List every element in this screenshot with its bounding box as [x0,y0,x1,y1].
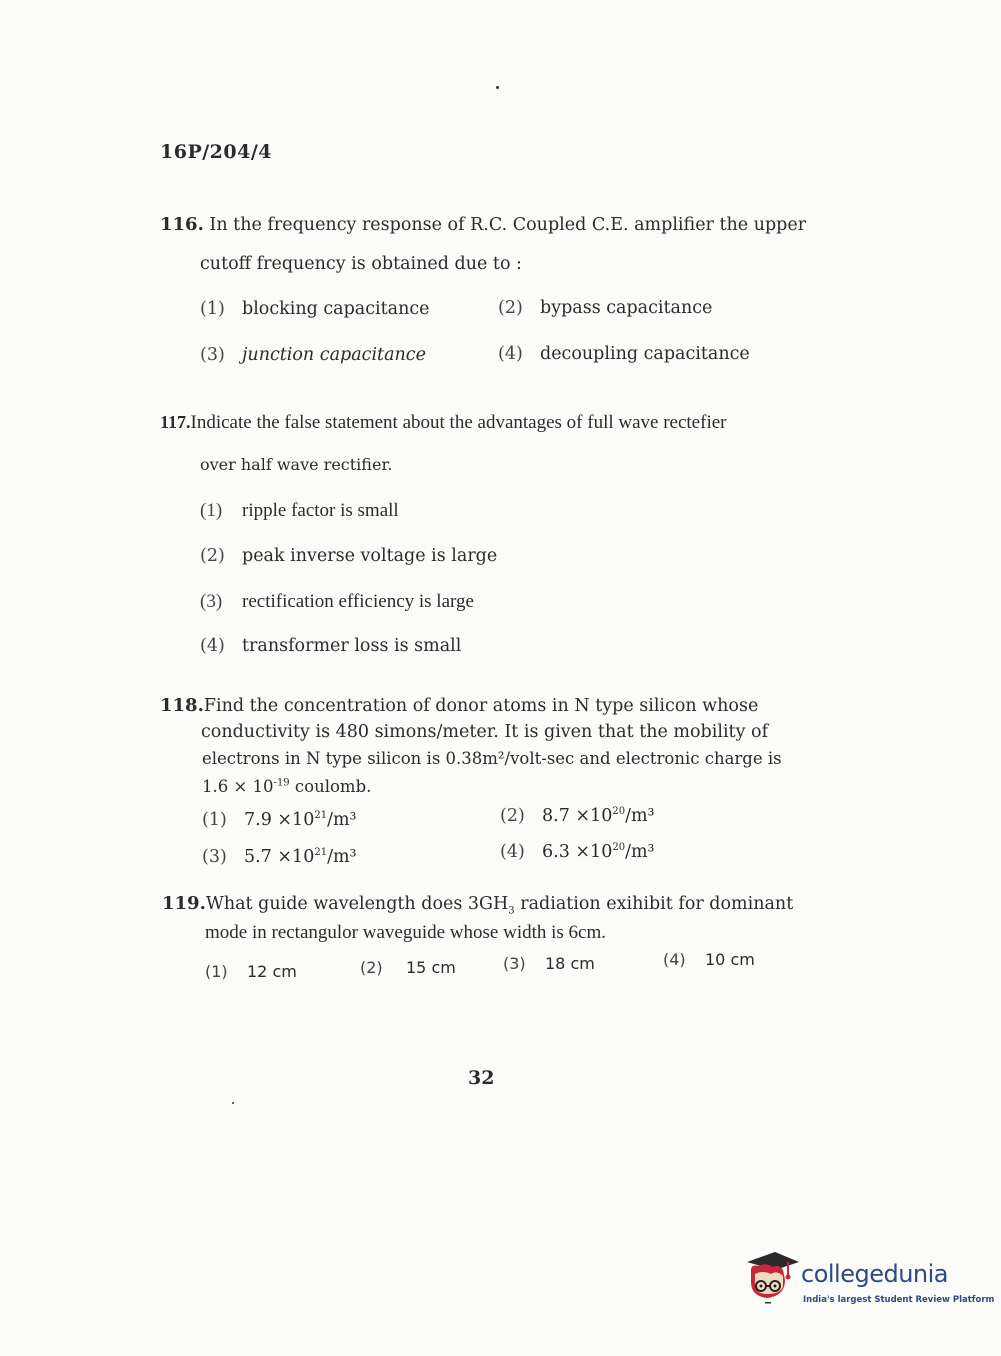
question-line: cutoff frequency is obtained due to : [200,254,522,274]
question-line: electrons in N type silicon is 0.38m²/volt-sec and electronic charge is [202,749,782,768]
scan-speck [232,1102,234,1104]
question-line: over half wave rectifier. [200,455,393,474]
option-unit: /m³ [327,847,357,867]
option-4[interactable] [500,842,655,862]
option-2[interactable] [360,958,456,977]
question-line: conductivity is 480 simons/meter. It is given that the mobility of [201,722,769,742]
charge-value: 1.6 × 10 [202,777,274,796]
question-text: radiation exihibit for dominant [514,894,794,914]
option-number: (2) [498,298,523,318]
question-text: Indicate the false statement about the advantages of full wave rectefier [190,412,727,433]
option-2[interactable] [498,298,712,318]
option-text: ripple factor is small [242,500,399,521]
option-unit: /m³ [327,810,357,830]
option-text: transformer loss is small [242,636,462,656]
option-number: (1) [200,500,223,521]
question-number: 119. [162,893,206,914]
option-text: decoupling capacitance [540,344,750,364]
option-4[interactable] [200,636,461,656]
option-number: (2) [500,806,525,826]
option-number: (3) [202,847,227,867]
question-text: In the frequency response of R.C. Coupled C.E. amplifier the upper [209,215,807,235]
question-number: 117. [160,412,191,432]
option-exponent: 20 [612,806,626,818]
option-text: rectification efficiency is large [242,591,474,612]
option-1[interactable] [202,810,357,830]
option-unit: /m³ [625,842,655,862]
option-number: (1) [200,299,225,319]
option-number: (2) [360,958,383,977]
option-text: 7.9 ×10 [244,810,315,830]
option-number: (4) [200,636,225,656]
option-number: (3) [200,591,223,612]
option-text: blocking capacitance [242,299,430,319]
mascot-icon [745,1250,801,1316]
question-text: Find the concentration of donor atoms in N type silicon whose [203,696,759,716]
option-text: 12 cm [247,962,297,981]
option-text: 8.7 ×10 [542,806,613,826]
charge-exponent: -19 [273,777,290,789]
question-subscript: 3 [508,905,515,917]
page-number: 32 [468,1067,495,1089]
option-text: peak inverse voltage is large [242,546,498,566]
brand-tagline: India's largest Student Review Platform [803,1295,995,1305]
option-number: (1) [205,962,228,981]
question-line [160,695,758,716]
option-number: (2) [200,546,225,566]
question-text: What guide wavelength does 3GH [205,894,509,914]
option-2[interactable] [500,806,655,826]
option-exponent: 21 [314,810,328,822]
question-line [160,214,806,235]
question-number: 118. [160,695,204,716]
question-line [160,412,727,434]
scan-speck [496,86,499,89]
question-number: 116. [160,214,204,235]
charge-unit: coulomb. [289,777,372,796]
question-line [162,893,793,917]
option-4[interactable] [498,344,750,364]
option-text: 6.3 ×10 [542,842,613,862]
option-text: 10 cm [705,950,755,969]
option-text: bypass capacitance [540,298,713,318]
option-1[interactable] [200,299,430,319]
collegedunia-logo[interactable] [745,1250,995,1320]
question-line: mode in rectangulor waveguide whose width is 6cm. [205,922,607,943]
option-text: 5.7 ×10 [244,847,315,867]
option-text: 15 cm [406,958,456,977]
option-number: (1) [202,810,227,830]
option-3[interactable] [202,847,357,867]
option-number: (3) [200,345,225,365]
option-number: (4) [498,344,523,364]
option-number: (4) [663,950,686,969]
option-number: (4) [500,842,525,862]
option-1[interactable] [200,500,399,522]
option-exponent: 21 [314,847,328,859]
option-text: junction capacitance [242,345,426,365]
option-1[interactable] [205,962,297,981]
option-text: 18 cm [545,954,595,973]
question-line [202,777,371,796]
option-exponent: 20 [612,842,626,854]
option-number: (3) [503,954,526,973]
option-4[interactable] [663,950,755,969]
brand-name: collegedunia [801,1260,949,1288]
option-3[interactable] [503,954,595,973]
option-2[interactable] [200,546,497,566]
option-3[interactable] [200,345,426,365]
option-unit: /m³ [625,806,655,826]
paper-code: 16P/204/4 [160,141,272,163]
option-3[interactable] [200,591,474,613]
